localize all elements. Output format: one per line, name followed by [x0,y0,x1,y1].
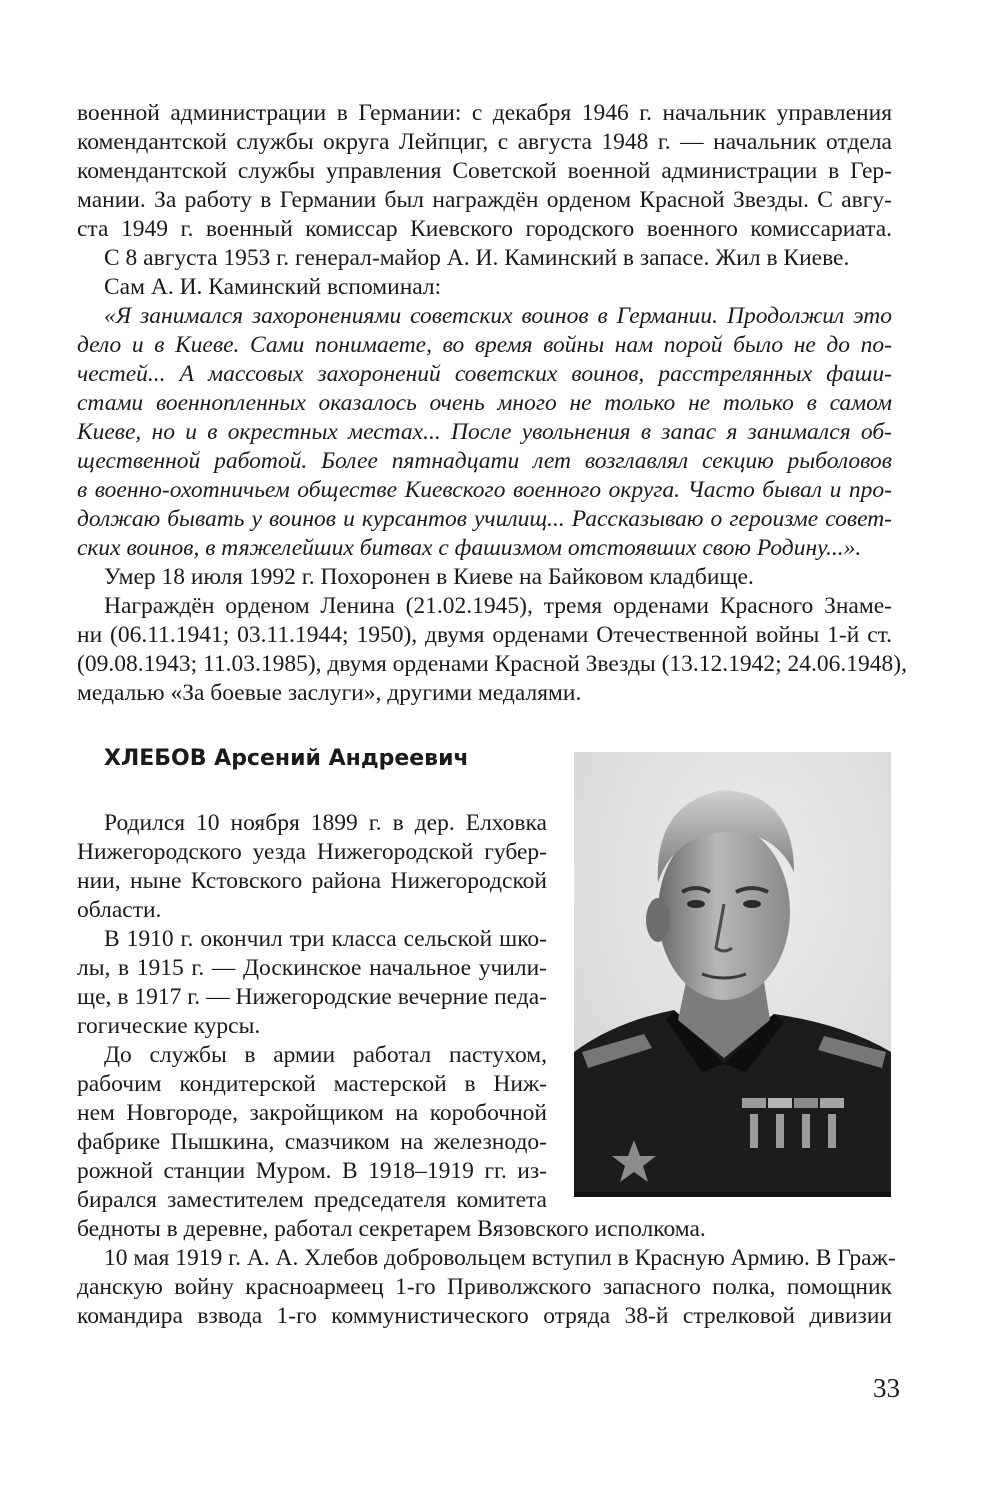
quote-line: в военно-охотничьем обществе Киевского военного округа. Часто бывал и про- [77,477,892,503]
text-line: мании. За работу в Германии был награждён орденом Красной Звезды. С авгу- [77,187,892,213]
bio-text-line: ще, в 1917 г. — Нижегородские вечерние педа- [77,984,547,1010]
quote-line: честей... А массовых захоронений советских воинов, расстрелянных фаши- [77,361,892,387]
bio-text-line: данскую войну красноармеец 1-го Приволжского запасного полка, помощник [77,1274,892,1300]
page-number: 33 [873,1373,900,1403]
death-line: Умер 18 июля 1992 г. Похоронен в Киеве на Байковом кладбище. [104,564,754,590]
bio-text-line: бедноты в деревне, работал секретарем Вязовского исполкома. [77,1216,706,1242]
bio-text-line: области. [77,897,162,923]
awards-line: медалью «За боевые заслуги», другими медалями. [77,680,582,706]
bio-text-line: бирался заместителем председателя комитета [77,1187,547,1213]
portrait-image [574,752,891,1197]
recollection-intro: Сам А. И. Каминский вспоминал: [104,274,442,300]
bio-text-line: рабочим кондитерской мастерской в Ниж- [77,1071,547,1097]
quote-line: дело и в Киеве. Сами понимаете, во время войны нам порой было не до по- [77,332,892,358]
quote-line: ских воинов, в тяжелейших битвах с фашизмом отстоявших свою Родину...». [77,535,862,561]
portrait-photo [574,752,891,1197]
text-line: комендантской службы управления Советской военной администрации в Гер- [77,158,892,184]
bio-text-line: нии, ныне Кстовского района Нижегородской [77,868,547,894]
bio-text-line: лы, в 1915 г. — Доскинское начальное учили- [77,955,547,981]
quote-line: «Я занимался захоронениями советских воинов в Германии. Продолжил это [104,303,892,329]
bio-text-line: гогические курсы. [77,1013,261,1039]
awards-line: Награждён орденом Ленина (21.02.1945), тремя орденами Красного Знаме- [104,593,892,619]
bio-heading: ХЛЕБОВ Арсений Андреевич [104,746,469,771]
bio-text-line: 10 мая 1919 г. А. А. Хлебов добровольцем вступил в Красную Армию. В Граж- [104,1245,896,1271]
quote-line: Киеве, но и в окрестных местах... После увольнения в запас я занимался об- [77,419,892,445]
bio-text-line: Родился 10 ноября 1899 г. в дер. Елховка [104,810,547,836]
quote-line: должаю бывать у воинов и курсантов училищ... Рассказываю о героизме совет- [77,506,892,532]
bio-text-line: нем Новгороде, закройщиком на коробочной [77,1100,547,1126]
bio-text-line: фабрике Пышкина, смазчиком на железнодо- [77,1129,547,1155]
quote-line: щественной работой. Более пятнадцати лет возглавлял секцию рыболовов [77,448,892,474]
bio-text-line: командира взвода 1-го коммунистического отряда 38-й стрелковой дивизии [77,1303,892,1329]
text-line: военной администрации в Германии: с декабря 1946 г. начальник управления [77,100,892,126]
text-line: комендантской службы округа Лейпциг, с августа 1948 г. — начальник отдела [77,129,892,155]
awards-line: ни (06.11.1941; 03.11.1944; 1950), двумя орденами Отечественной войны 1-й ст. [77,622,892,648]
reserve-line: С 8 августа 1953 г. генерал-майор А. И. Каминский в запасе. Жил в Киеве. [104,245,850,271]
bio-text-line: рожной станции Муром. В 1918–1919 гг. из- [77,1158,547,1184]
quote-line: стами военнопленных оказалось очень много не только не только в самом [77,390,892,416]
bio-text-line: Нижегородского уезда Нижегородской губер- [77,839,547,865]
awards-line: (09.08.1943; 11.03.1985), двумя орденами Красной Звезды (13.12.1942; 24.06.1948), [77,651,908,677]
bio-text-line: До службы в армии работал пастухом, [104,1042,547,1068]
bio-text-line: В 1910 г. окончил три класса сельской шко- [104,926,547,952]
text-line: ста 1949 г. военный комиссар Киевского городского военного комиссариата. [77,216,892,242]
